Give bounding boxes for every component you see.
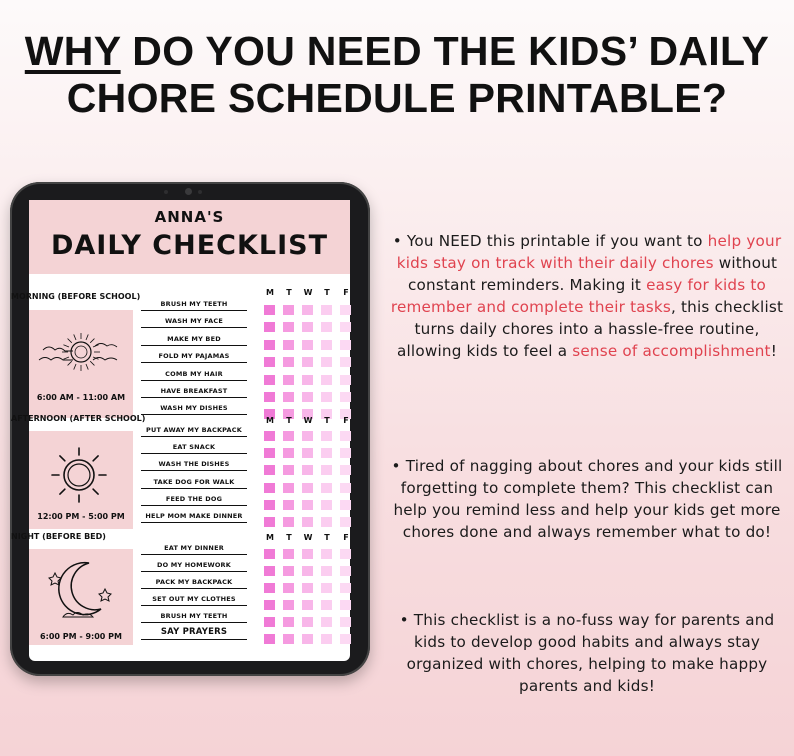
checkbox-cell[interactable] (264, 617, 275, 627)
day-column-header: F (343, 533, 349, 542)
highlighted-phrase: easy for kids to remember and complete their tasks (390, 276, 766, 316)
checkbox-cell[interactable] (302, 322, 313, 332)
checkbox-cell[interactable] (340, 634, 351, 644)
chore-item: PUT AWAY MY BACKPACK (141, 426, 247, 437)
moon-stars-icon (29, 553, 133, 633)
paragraph-text: Tired of nagging about chores and your kids still forgetting to complete them? This checklist can help you remind less and help your kids get more chores done and always remember what to do! (393, 457, 783, 541)
checkbox-cell[interactable] (340, 431, 351, 441)
checkbox-cell[interactable] (302, 431, 313, 441)
checkbox-cell[interactable] (264, 357, 275, 367)
checkbox-cell[interactable] (302, 305, 313, 315)
checkbox-cell[interactable] (321, 357, 332, 367)
checkbox-cell[interactable] (321, 322, 332, 332)
bullet-dot: • (391, 457, 406, 475)
checklist-owner-name: ANNA'S (154, 208, 225, 226)
checkbox-cell[interactable] (264, 500, 275, 510)
checkbox-cell[interactable] (321, 600, 332, 610)
checkbox-cell[interactable] (321, 517, 332, 527)
checkbox-cell[interactable] (321, 634, 332, 644)
checkbox-cell[interactable] (283, 566, 294, 576)
chore-item: TAKE DOG FOR WALK (141, 478, 247, 489)
sensor-dot (198, 190, 202, 194)
section-illustration-panel (29, 549, 133, 645)
headline-underlined-word: WHY (24, 28, 121, 74)
day-column-header: F (343, 416, 349, 425)
bullet-dot: • (392, 232, 407, 250)
checkbox-cell[interactable] (321, 448, 332, 458)
checkbox-cell[interactable] (264, 566, 275, 576)
checkbox-cell[interactable] (340, 305, 351, 315)
checkbox-cell[interactable] (302, 448, 313, 458)
section-time-range: 12:00 PM - 5:00 PM (37, 512, 125, 521)
checkbox-cell[interactable] (283, 483, 294, 493)
sun-clouds-icon (29, 314, 133, 394)
day-column-header: M (266, 533, 274, 542)
checkbox-cell[interactable] (283, 634, 294, 644)
checkbox-cell[interactable] (302, 600, 313, 610)
headline-line-1-rest: DO YOU NEED THE KIDS’ DAILY (120, 28, 770, 74)
checkbox-cell[interactable] (283, 305, 294, 315)
checkbox-cell[interactable] (302, 517, 313, 527)
checkbox-cell[interactable] (302, 634, 313, 644)
checkbox-cell[interactable] (283, 448, 294, 458)
checkbox-cell[interactable] (264, 483, 275, 493)
benefit-paragraph (388, 230, 786, 362)
checkbox-cell[interactable] (321, 583, 332, 593)
chore-item: SAY PRAYERS (141, 627, 247, 640)
checkbox-cell[interactable] (283, 357, 294, 367)
checkbox-cell[interactable] (264, 549, 275, 559)
chore-item: BRUSH MY TEETH (141, 300, 247, 311)
paragraph-text: You NEED this printable if you want to (406, 232, 708, 250)
checkbox-cell[interactable] (321, 483, 332, 493)
checkbox-cell[interactable] (340, 448, 351, 458)
checkbox-cell[interactable] (340, 357, 351, 367)
checkbox-cell[interactable] (264, 465, 275, 475)
day-column-header: T (286, 533, 292, 542)
tablet-mockup (10, 182, 370, 676)
checkbox-cell[interactable] (264, 431, 275, 441)
day-column-header: T (324, 533, 330, 542)
checkbox-cell[interactable] (340, 617, 351, 627)
chore-item: HAVE BREAKFAST (141, 387, 247, 398)
chore-item: WASH MY FACE (141, 317, 247, 328)
checkbox-cell[interactable] (340, 340, 351, 350)
chore-item: BRUSH MY TEETH (141, 612, 247, 623)
benefit-paragraph (388, 609, 786, 697)
checkbox-cell[interactable] (264, 322, 275, 332)
checkbox-cell[interactable] (264, 305, 275, 315)
checkbox-cell[interactable] (283, 500, 294, 510)
day-column-header: T (324, 416, 330, 425)
checkbox-cell[interactable] (321, 431, 332, 441)
checkbox-cell[interactable] (283, 465, 294, 475)
checkbox-cell[interactable] (302, 357, 313, 367)
paragraph-text: without constant reminders. Making it (408, 254, 778, 294)
chore-item: FOLD MY PAJAMAS (141, 352, 247, 363)
checkbox-cell[interactable] (321, 392, 332, 402)
checkbox-cell[interactable] (321, 305, 332, 315)
section-label: MORNING (BEFORE SCHOOL) (11, 292, 141, 301)
checkbox-cell[interactable] (321, 340, 332, 350)
checkbox-cell[interactable] (340, 483, 351, 493)
chore-item: EAT MY DINNER (141, 544, 247, 555)
day-column-header: T (286, 416, 292, 425)
checkbox-cell[interactable] (321, 500, 332, 510)
chore-item: PACK MY BACKPACK (141, 578, 247, 589)
checklist-header (29, 200, 350, 274)
checkbox-cell[interactable] (264, 517, 275, 527)
headline-line-1 (0, 28, 794, 75)
checkbox-cell[interactable] (283, 600, 294, 610)
checkbox-cell[interactable] (321, 566, 332, 576)
checkbox-cell[interactable] (264, 392, 275, 402)
checkbox-cell[interactable] (264, 375, 275, 385)
checkbox-cell[interactable] (283, 392, 294, 402)
chore-item: HELP MOM MAKE DINNER (141, 512, 247, 523)
day-column-header: W (303, 416, 313, 425)
checkbox-cell[interactable] (302, 566, 313, 576)
checkbox-cell[interactable] (321, 549, 332, 559)
checkbox-cell[interactable] (340, 500, 351, 510)
checkbox-cell[interactable] (264, 634, 275, 644)
checkbox-cell[interactable] (340, 517, 351, 527)
checkbox-cell[interactable] (302, 500, 313, 510)
checkbox-cell[interactable] (340, 549, 351, 559)
day-column-header: T (286, 288, 292, 297)
camera-icon (185, 188, 192, 195)
day-column-header: F (343, 288, 349, 297)
checkbox-cell[interactable] (283, 431, 294, 441)
checkbox-cell[interactable] (283, 617, 294, 627)
checklist-title: DAILY CHECKLIST (50, 230, 328, 261)
paragraph-text: This checklist is a no-fuss way for parents and kids to develop good habits and always stay organized with chores, helping to make happy parents and kids! (406, 611, 775, 695)
headline-line-2: CHORE SCHEDULE PRINTABLE? (66, 75, 728, 121)
checkbox-cell[interactable] (283, 340, 294, 350)
bullet-dot: • (399, 611, 414, 629)
day-column-header: W (303, 533, 313, 542)
checkbox-cell[interactable] (264, 340, 275, 350)
checkbox-cell[interactable] (321, 465, 332, 475)
checkbox-cell[interactable] (302, 483, 313, 493)
checkbox-cell[interactable] (340, 465, 351, 475)
chore-item: MAKE MY BED (141, 335, 247, 346)
chore-item: EAT SNACK (141, 443, 247, 454)
checkbox-cell[interactable] (264, 583, 275, 593)
section-time-range: 6:00 PM - 9:00 PM (40, 632, 122, 641)
checkbox-cell[interactable] (302, 340, 313, 350)
section-label: NIGHT (BEFORE BED) (11, 532, 106, 541)
section-time-range: 6:00 AM - 11:00 AM (36, 393, 126, 402)
chore-item: COMB MY HAIR (141, 370, 247, 381)
checkbox-cell[interactable] (302, 549, 313, 559)
sun-icon (29, 435, 133, 515)
chore-item: SET OUT MY CLOTHES (141, 595, 247, 606)
day-column-header: T (324, 288, 330, 297)
checkbox-cell[interactable] (264, 600, 275, 610)
checkbox-cell[interactable] (340, 392, 351, 402)
paragraph-text: , this checklist turns daily chores into a hassle-free routine, allowing kids to feel a (396, 298, 784, 360)
chore-item: WASH THE DISHES (141, 460, 247, 471)
chore-item: FEED THE DOG (141, 495, 247, 506)
benefit-paragraph (388, 455, 786, 543)
chore-item: WASH MY DISHES (141, 404, 247, 415)
section-label: AFTERNOON (AFTER SCHOOL) (11, 414, 146, 423)
chore-item: DO MY HOMEWORK (141, 561, 247, 572)
checkbox-cell[interactable] (283, 549, 294, 559)
sensor-dot (164, 190, 168, 194)
checkbox-cell[interactable] (283, 375, 294, 385)
checkbox-cell[interactable] (321, 617, 332, 627)
checkbox-cell[interactable] (340, 375, 351, 385)
checkbox-cell[interactable] (302, 465, 313, 475)
checkbox-cell[interactable] (302, 583, 313, 593)
checkbox-cell[interactable] (283, 517, 294, 527)
checkbox-cell[interactable] (283, 583, 294, 593)
checkbox-cell[interactable] (340, 566, 351, 576)
highlighted-phrase: help your kids stay on track with their daily chores (396, 232, 782, 272)
checkbox-cell[interactable] (302, 375, 313, 385)
checkbox-cell[interactable] (302, 392, 313, 402)
checkbox-cell[interactable] (264, 448, 275, 458)
checklist-screen (11, 200, 350, 661)
paragraph-text: ! (770, 342, 778, 360)
checkbox-cell[interactable] (340, 583, 351, 593)
headline (0, 28, 794, 122)
checkbox-cell[interactable] (340, 322, 351, 332)
checkbox-cell[interactable] (321, 375, 332, 385)
checkbox-cell[interactable] (283, 322, 294, 332)
checkbox-cell[interactable] (340, 600, 351, 610)
highlighted-phrase: sense of accomplishment (572, 342, 771, 360)
day-column-header: W (303, 288, 313, 297)
checkbox-cell[interactable] (302, 617, 313, 627)
day-column-header: M (266, 416, 274, 425)
day-column-header: M (266, 288, 274, 297)
